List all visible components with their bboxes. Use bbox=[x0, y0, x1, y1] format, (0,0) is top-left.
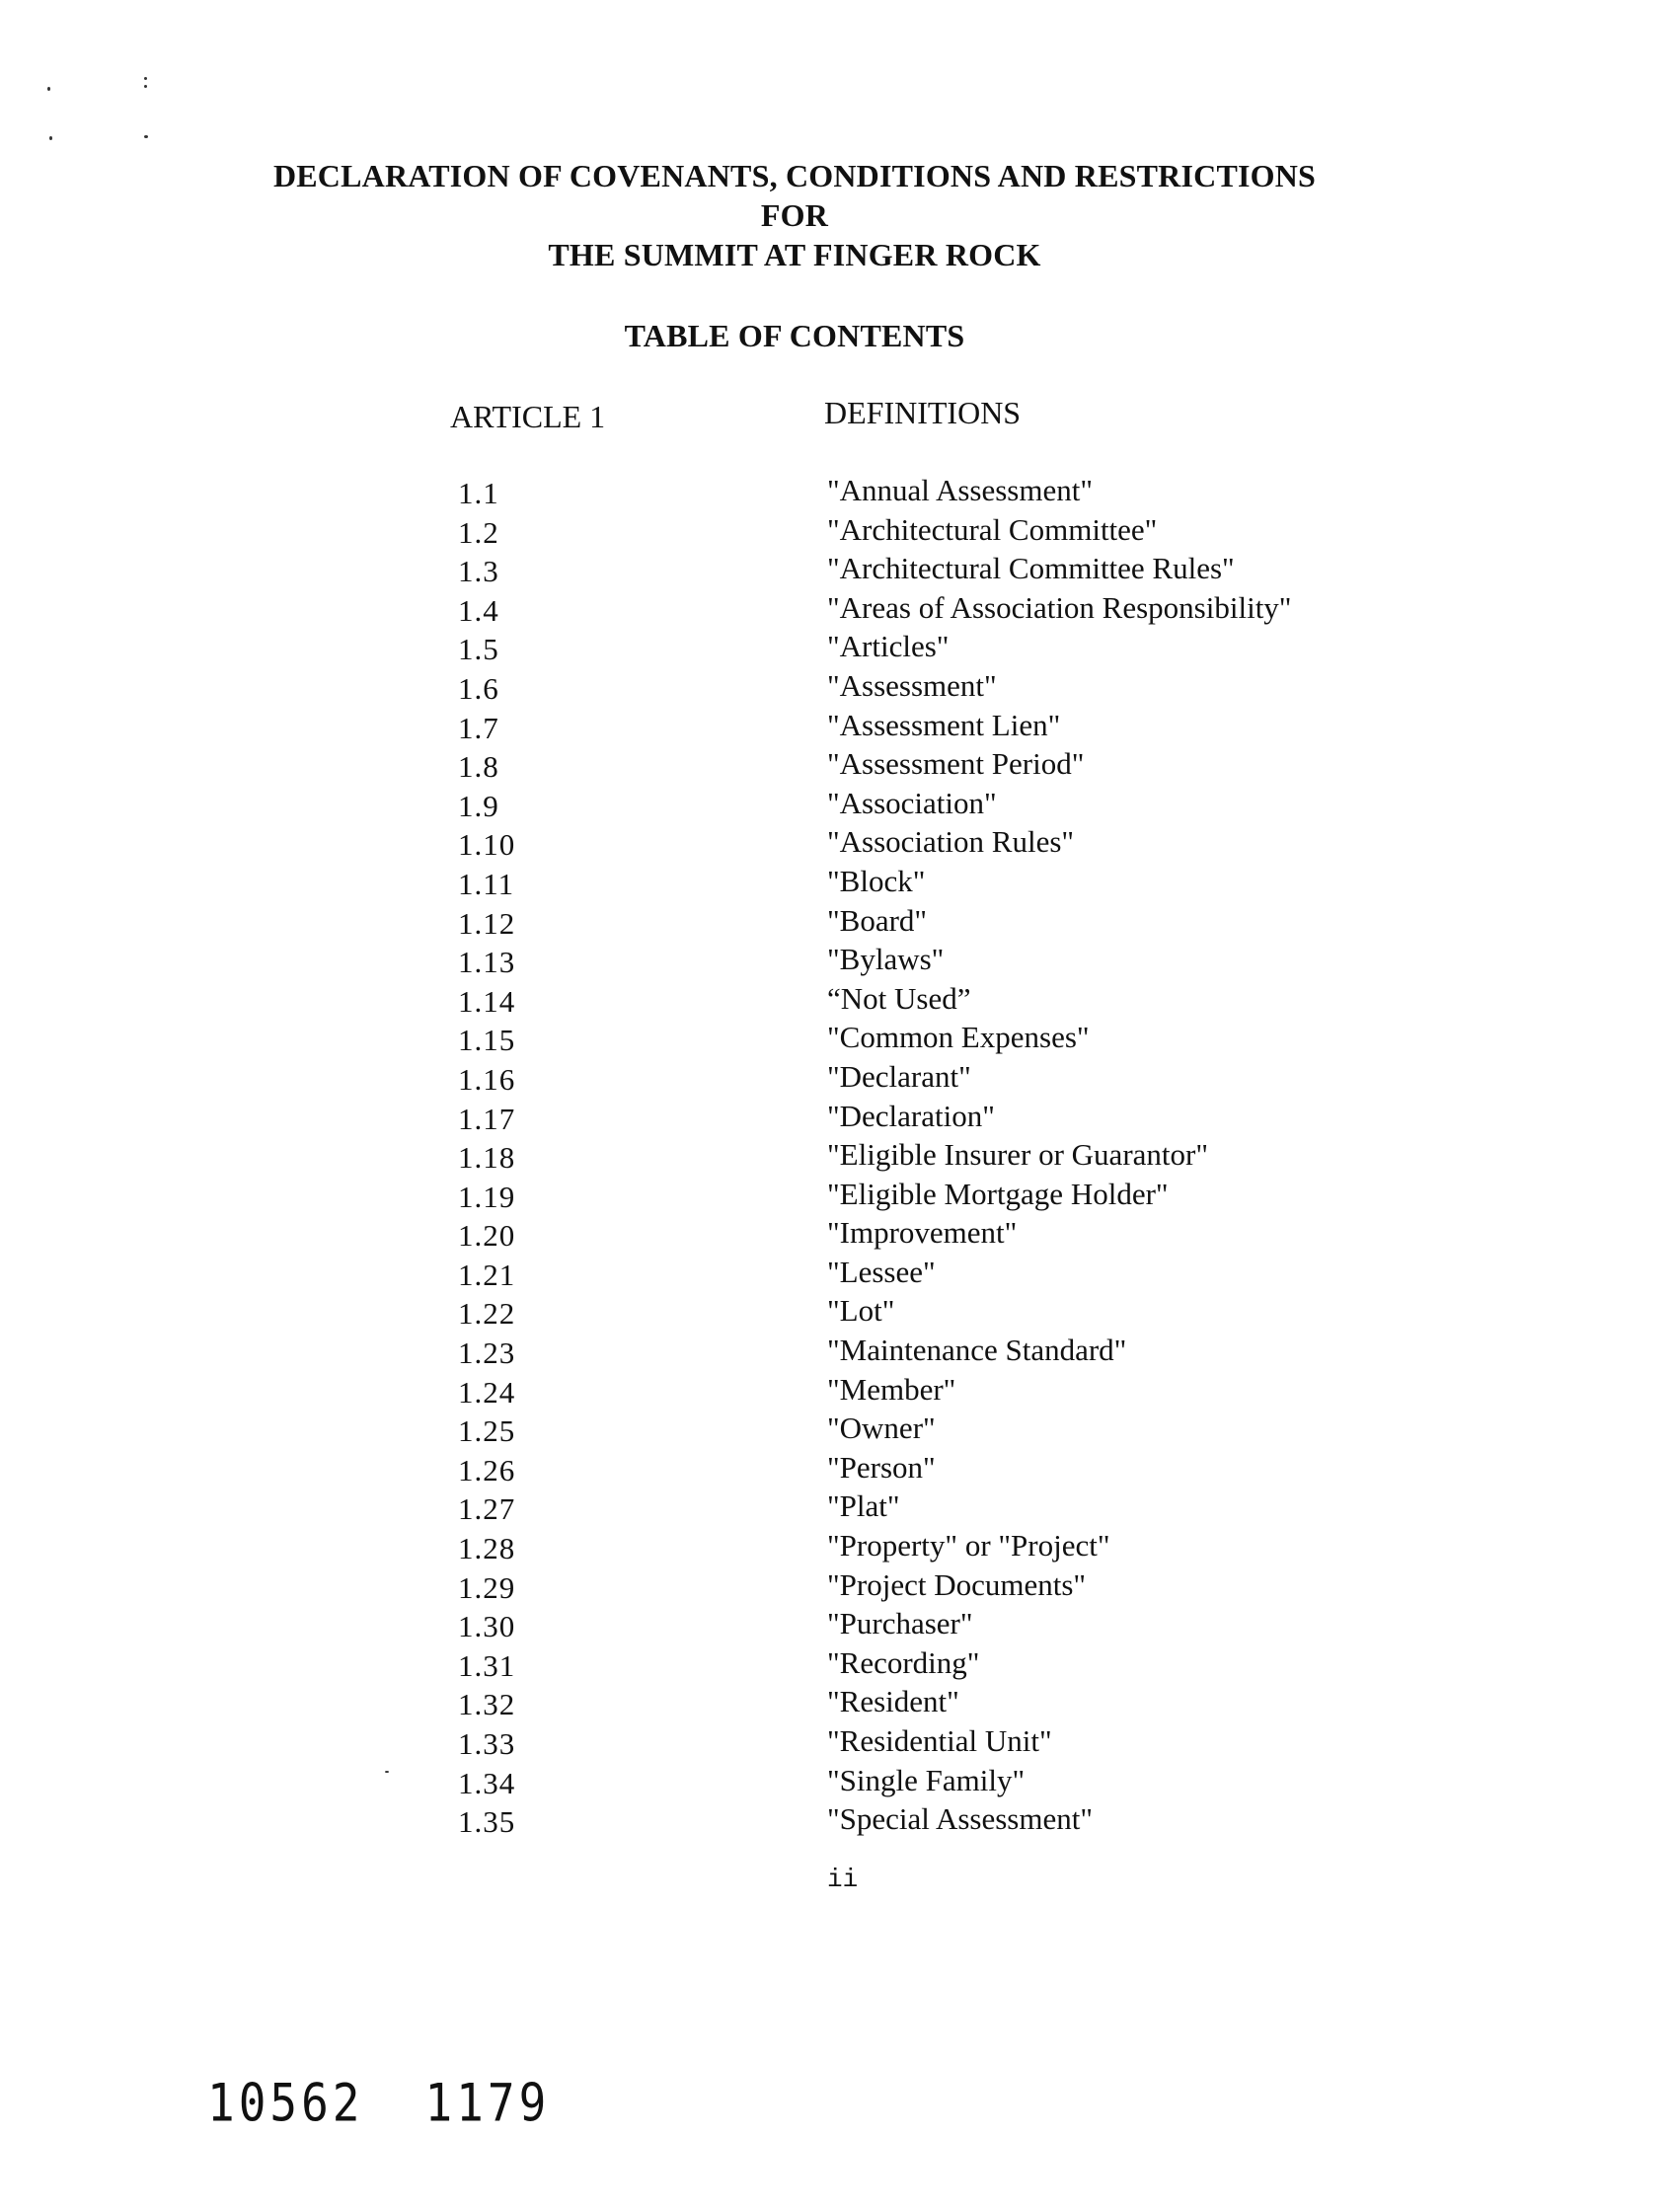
toc-entry-number: 1.25 bbox=[458, 1413, 516, 1449]
toc-entry-number: 1.16 bbox=[458, 1061, 516, 1097]
toc-entry-term: "Assessment Lien" bbox=[827, 707, 1061, 742]
toc-entry-term: "Architectural Committee Rules" bbox=[827, 551, 1235, 586]
toc-entry-number: 1.17 bbox=[458, 1101, 516, 1136]
toc-entry-number: 1.24 bbox=[458, 1374, 516, 1410]
toc-entry-term: "Lot" bbox=[827, 1293, 895, 1329]
article-label: ARTICLE 1 bbox=[450, 399, 606, 434]
toc-entry-term: "Person" bbox=[827, 1449, 936, 1485]
toc-entry bbox=[0, 748, 1674, 788]
toc-entry bbox=[0, 902, 1674, 945]
toc-entry-term: "Declaration" bbox=[827, 1098, 995, 1133]
toc-entry-term: "Special Assessment" bbox=[827, 1801, 1093, 1837]
page-number: ii bbox=[827, 1865, 859, 1894]
toc-entry bbox=[0, 1217, 1674, 1257]
toc-entry-number: 1.27 bbox=[458, 1491, 516, 1527]
toc-entry bbox=[0, 863, 1674, 905]
toc-entry-number: 1.29 bbox=[458, 1569, 516, 1605]
toc-entry-term: "Areas of Association Responsibility" bbox=[827, 589, 1292, 625]
toc-entry-term: "Bylaws" bbox=[827, 942, 945, 977]
scan-speck bbox=[144, 85, 147, 88]
toc-entry-number: 1.6 bbox=[458, 670, 499, 706]
toc-entry-number: 1.18 bbox=[458, 1140, 516, 1176]
toc-entry bbox=[0, 1412, 1674, 1452]
recording-number bbox=[207, 2071, 550, 2134]
toc-entry-term: "Resident" bbox=[827, 1684, 959, 1719]
toc-entry-number: 1.7 bbox=[458, 710, 499, 745]
toc-entry bbox=[0, 553, 1674, 592]
scan-speck bbox=[144, 135, 148, 138]
toc-entry-number: 1.1 bbox=[458, 476, 499, 510]
toc-entry-term: "Eligible Mortgage Holder" bbox=[827, 1176, 1169, 1211]
toc-entry-term: "Common Expenses" bbox=[827, 1020, 1090, 1055]
toc-entry-number: 1.23 bbox=[458, 1335, 516, 1371]
toc-entry bbox=[0, 785, 1674, 827]
toc-entry-term: "Purchaser" bbox=[827, 1606, 973, 1641]
toc-entry-number: 1.15 bbox=[458, 1023, 516, 1058]
toc-entry bbox=[0, 1566, 1674, 1609]
toc-entry bbox=[0, 1686, 1674, 1725]
toc-entry-number: 1.34 bbox=[458, 1765, 516, 1800]
toc-entry-number: 1.2 bbox=[458, 514, 499, 550]
toc-entry-term: "Assessment Period" bbox=[827, 746, 1085, 782]
toc-entry bbox=[0, 1058, 1674, 1101]
toc-entry-number: 1.31 bbox=[458, 1647, 516, 1683]
toc-entry-number: 1.35 bbox=[458, 1804, 516, 1840]
toc-entry bbox=[0, 1762, 1674, 1804]
toc-entry-number: 1.19 bbox=[458, 1179, 516, 1214]
toc-entry bbox=[0, 1295, 1674, 1335]
toc-entry-term: "Owner" bbox=[827, 1411, 936, 1446]
toc-entry-term: "Assessment" bbox=[827, 667, 997, 703]
toc-entry bbox=[0, 1644, 1674, 1687]
toc-entry bbox=[0, 1371, 1674, 1413]
toc-entry-term: "Articles" bbox=[827, 629, 950, 664]
toc-entry-number: 1.32 bbox=[458, 1687, 516, 1722]
toc-entry bbox=[0, 1098, 1674, 1140]
toc-entry bbox=[0, 1176, 1674, 1218]
toc-entry bbox=[0, 1022, 1674, 1061]
toc-entry-term: "Single Family" bbox=[827, 1762, 1026, 1797]
toc-entry bbox=[0, 1530, 1674, 1569]
recording-page-number: 1179 bbox=[424, 2072, 551, 2134]
toc-entry bbox=[0, 631, 1674, 670]
toc-entry-number: 1.33 bbox=[458, 1726, 516, 1761]
toc-entry-term: "Association" bbox=[827, 785, 997, 820]
toc-entry bbox=[0, 826, 1674, 866]
toc-heading: TABLE OF CONTENTS bbox=[624, 318, 965, 353]
toc-entry-term: "Maintenance Standard" bbox=[827, 1333, 1127, 1368]
toc-entry bbox=[0, 707, 1674, 749]
toc-entry-number: 1.21 bbox=[458, 1257, 516, 1292]
toc-entry-number: 1.22 bbox=[458, 1296, 516, 1332]
toc-entry-number: 1.9 bbox=[458, 788, 499, 823]
toc-entry-term: "Architectural Committee" bbox=[827, 511, 1158, 547]
toc-entry bbox=[0, 1139, 1674, 1179]
toc-entry-term: "Block" bbox=[827, 863, 926, 898]
toc-entry bbox=[0, 589, 1674, 632]
article-title: DEFINITIONS bbox=[824, 395, 1022, 430]
toc-entry-number: 1.11 bbox=[458, 866, 515, 901]
toc-entry bbox=[0, 1335, 1674, 1374]
toc-entry bbox=[0, 1254, 1674, 1296]
toc-entry bbox=[0, 511, 1674, 554]
scan-speck bbox=[144, 77, 147, 80]
recording-book-number: 10562 bbox=[207, 2072, 364, 2134]
toc-entry-term: "Association Rules" bbox=[827, 824, 1075, 860]
toc-entry-number: 1.3 bbox=[458, 554, 499, 589]
toc-entry-term: "Recording" bbox=[827, 1644, 980, 1680]
toc-entry-term: "Plat" bbox=[827, 1488, 900, 1524]
toc-entry-number: 1.4 bbox=[458, 592, 499, 628]
toc-entry-number: 1.14 bbox=[458, 983, 516, 1019]
scan-speck bbox=[49, 136, 52, 140]
toc-entry-term: "Board" bbox=[827, 902, 928, 938]
toc-entry bbox=[0, 1725, 1674, 1765]
toc-entry-term: "Annual Assessment" bbox=[827, 473, 1093, 507]
toc-entry bbox=[0, 1490, 1674, 1530]
toc-entry bbox=[0, 980, 1674, 1023]
toc-entry bbox=[0, 1449, 1674, 1491]
toc-entry bbox=[0, 1803, 1674, 1843]
toc-entry-term: "Eligible Insurer or Guarantor" bbox=[827, 1137, 1208, 1173]
toc-entry-number: 1.12 bbox=[458, 905, 516, 941]
scan-speck bbox=[47, 87, 50, 91]
toc-entry-term: "Member" bbox=[827, 1371, 956, 1407]
toc-entry-term: "Property" or "Project" bbox=[827, 1528, 1110, 1564]
toc-entry-number: 1.5 bbox=[458, 632, 499, 667]
toc-entry-term: "Improvement" bbox=[827, 1215, 1018, 1251]
toc-entry-number: 1.8 bbox=[458, 749, 499, 785]
toc-entry-term: "Lessee" bbox=[827, 1254, 936, 1289]
toc-entry-term: "Residential Unit" bbox=[827, 1723, 1052, 1758]
document-title-line-1: DECLARATION OF COVENANTS, CONDITIONS AND RESTRICTIONS bbox=[272, 158, 1317, 193]
toc-entry-number: 1.30 bbox=[458, 1609, 516, 1644]
toc-entry bbox=[0, 944, 1674, 983]
toc-entry-term: “Not Used” bbox=[827, 980, 971, 1016]
toc-entry bbox=[0, 1608, 1674, 1647]
document-title-line-2: FOR bbox=[760, 197, 829, 233]
toc-entry-number: 1.20 bbox=[458, 1218, 516, 1254]
toc-entry-number: 1.10 bbox=[458, 827, 516, 863]
document-title-line-3: THE SUMMIT AT FINGER ROCK bbox=[548, 237, 1041, 272]
toc-list bbox=[0, 475, 1674, 1843]
toc-entry-number: 1.13 bbox=[458, 945, 516, 980]
toc-entry-term: "Project Documents" bbox=[827, 1566, 1087, 1602]
toc-entry bbox=[0, 667, 1674, 710]
toc-entry-number: 1.26 bbox=[458, 1452, 516, 1487]
toc-entry bbox=[0, 475, 1674, 514]
toc-entry-term: "Declarant" bbox=[827, 1058, 971, 1094]
toc-entry-number: 1.28 bbox=[458, 1531, 516, 1566]
